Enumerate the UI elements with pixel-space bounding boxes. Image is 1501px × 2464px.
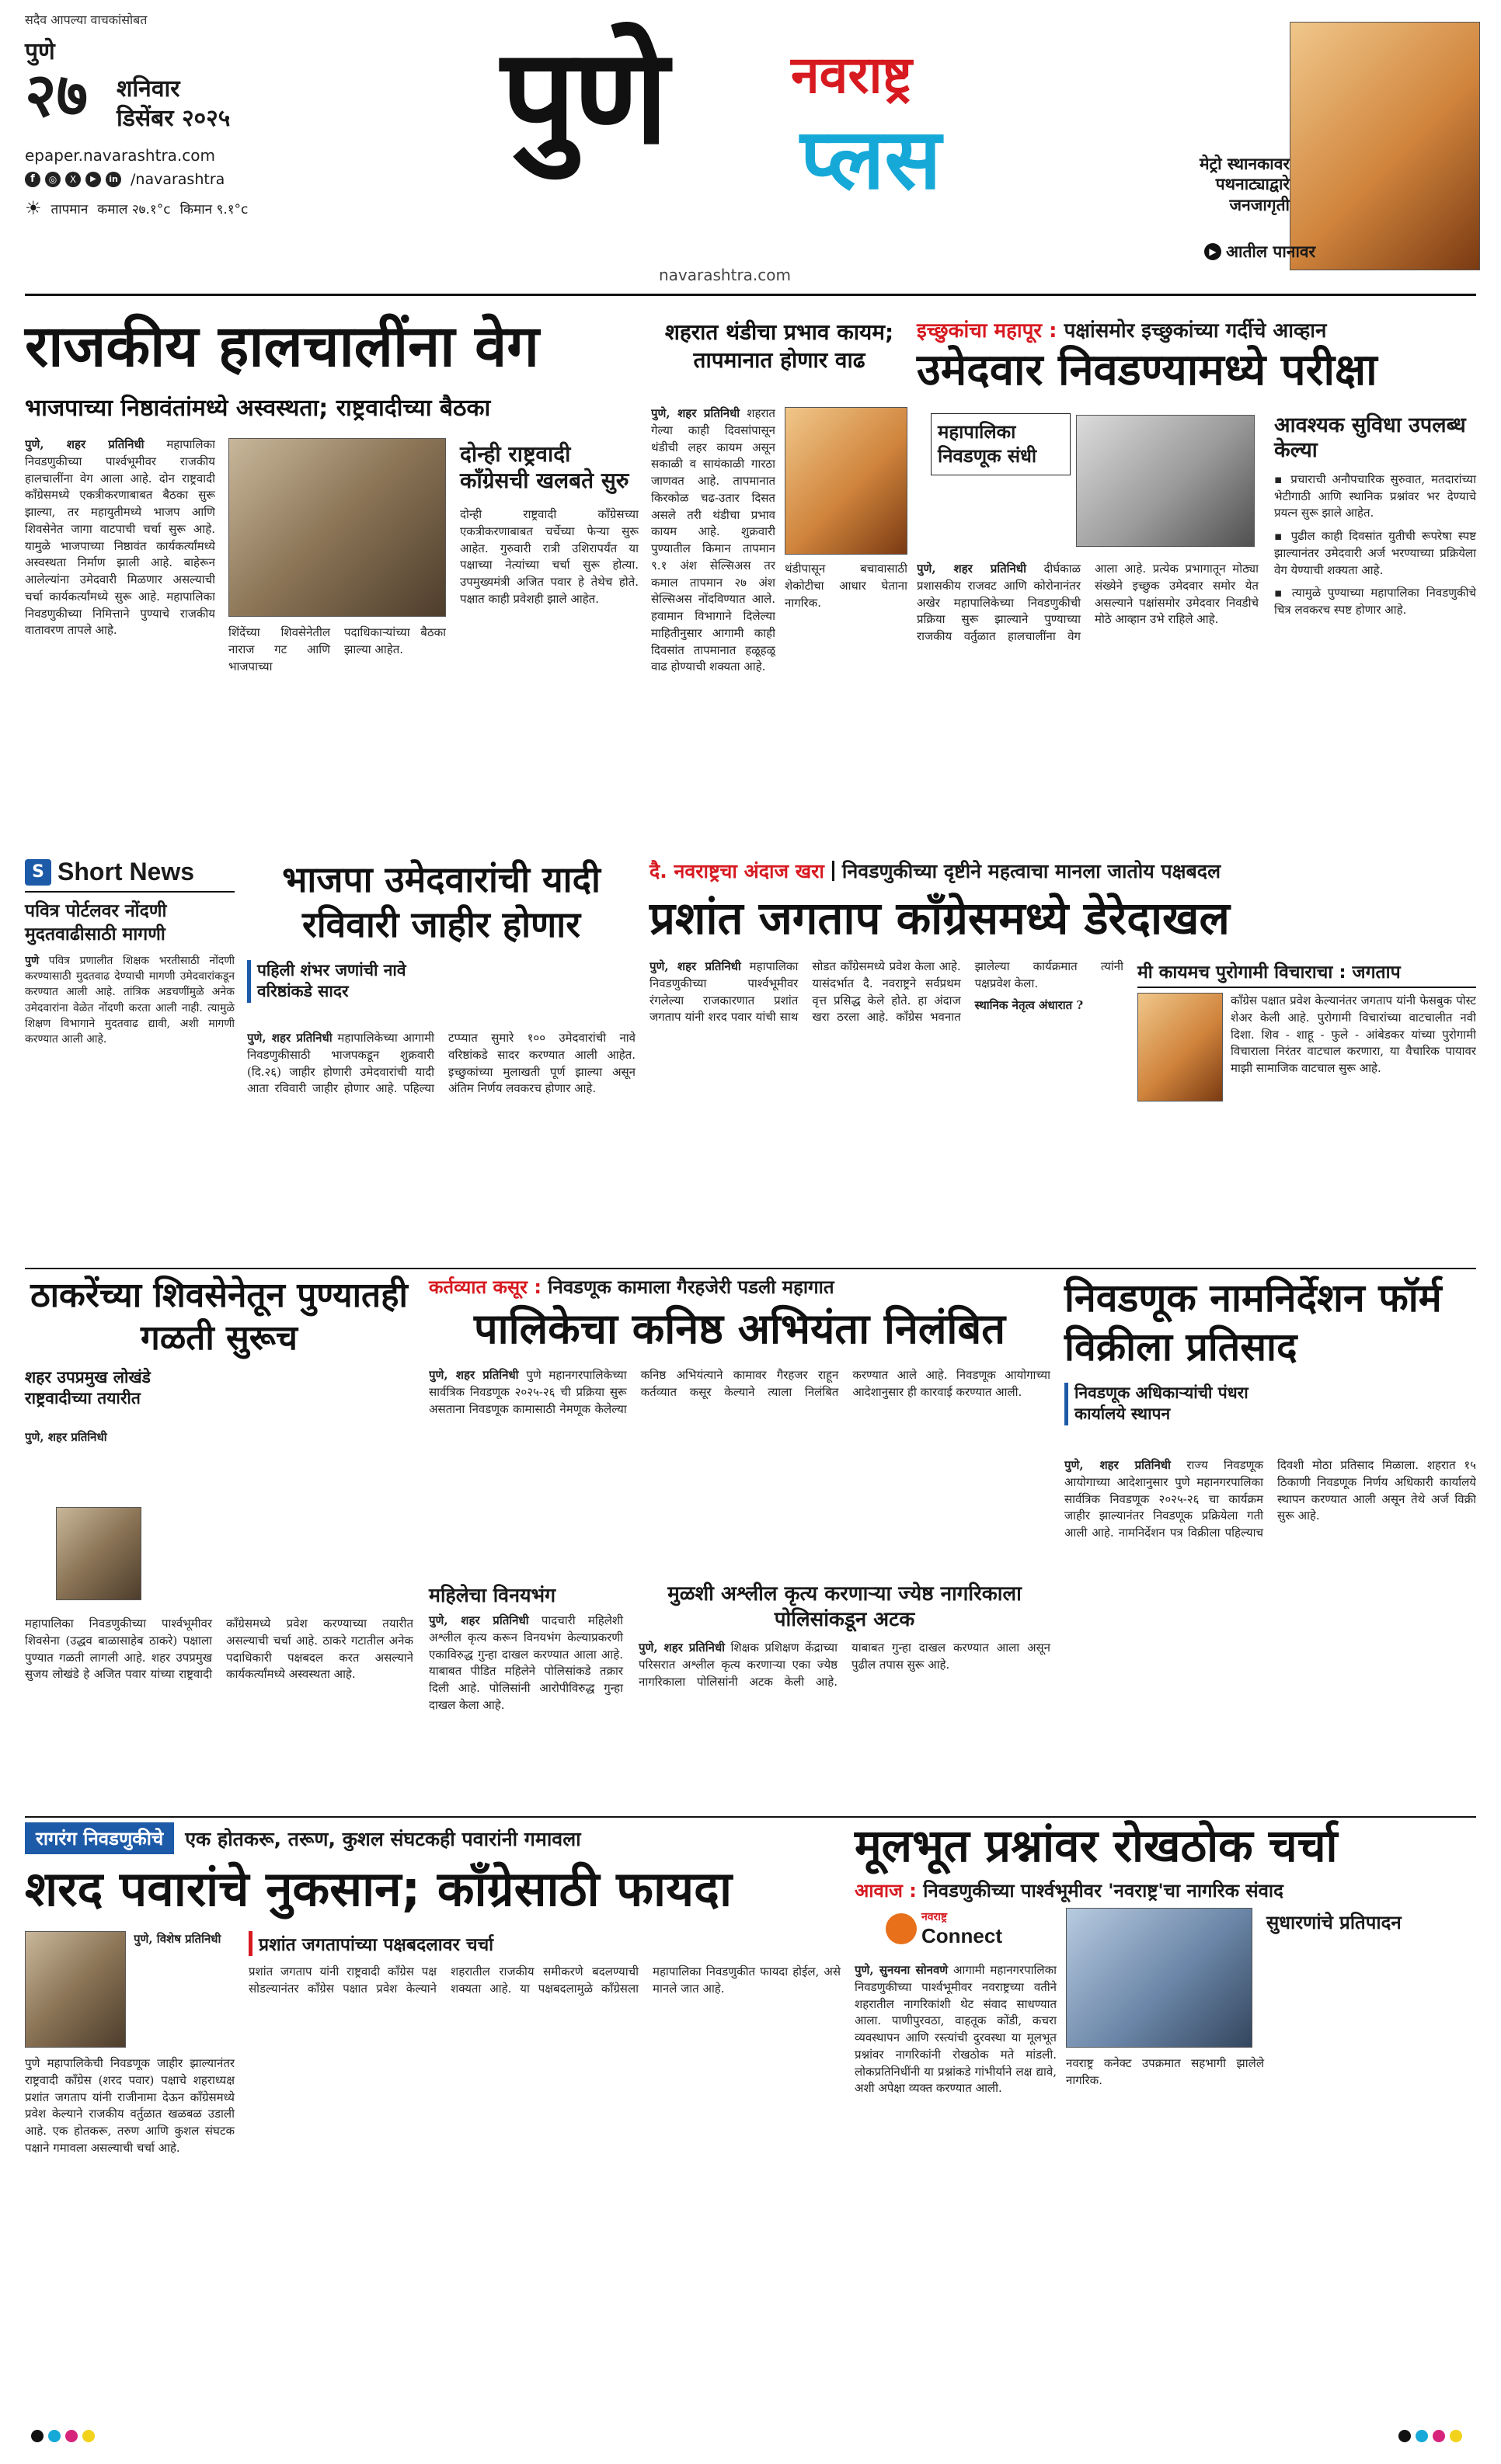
bjp-text: महापालिकेच्या आगामी निवडणुकीसाठी भाजपकडून शुक्रवारी (दि.२६) जाहीर होणारी उमेदवारांची यादी आता रविवारी जाहीर होणार आहे. पहिल्या टप्प्यात सुमारे १०० उमेदवारांची नावे वरिष्ठांकडे सादर करण्यात आली आहेत. इच्छुकांच्या मुलाखती पूर्ण झाल्या असून अंतिम निर्णय लवकरच होणार आहे. <box>247 1031 636 1096</box>
reg-dot-magenta <box>65 2430 78 2442</box>
short-news <box>25 858 235 1262</box>
short-news-text: पवित्र प्रणालीत शिक्षक भरतीसाठी नोंदणी करण्यासाठी मुदतवाढ देण्याची मागणी उमेदवारांकडून करण्यात आली आहे. तांत्रिक अडचणींमुळे अनेक उमेदवारांना वेळेत नोंदणी करता आली नाही. त्यामुळे शिक्षण विभागाने मुदतवाढ द्यावी, अशी मागणी करण्यात आली आहे. <box>25 954 235 1046</box>
engineer-sub1 <box>429 1582 623 1807</box>
nameplate-main: पुणे <box>501 20 666 174</box>
short-news-headline: पवित्र पोर्टलवर नोंदणी मुदतवाढीसाठी मागणी <box>25 901 167 945</box>
temp-label: तापमान <box>50 201 89 218</box>
story1-photo-caption <box>228 625 446 834</box>
connect-kicker <box>855 1878 1476 1903</box>
youtube-icon[interactable]: ▶ <box>85 172 101 187</box>
weather-text: शहरात गेल्या काही दिवसांपासून थंडीची लहर कायम असून सकाळी व सायंकाळी गारठा जाणवत आहे. तापमानात किरकोळ चढ-उतार दिसत असले तरी थंडीचा प्रभाव कायम आहे. शुक्रवारी पुण्यातील किमान तापमान ९.१ अंश सेल्सिअस तर कमाल तापमान २७ अंश सेल्सिअस नोंदविण्यात आले. हवामान विभागाने दिलेल्या माहितीनुसार आगामी काही दिवसांत तापमानात हळूहळू वाढ होण्याची शक्यता आहे. <box>651 406 775 674</box>
jagtap-quote-text: काँग्रेस पक्षात प्रवेश केल्यानंतर जगताप यांनी फेसबुक पोस्ट शेअर केली आहे. पुरोगामी विचारांच्या वाटचालीत नवी दिशा. शिव - शाहू - फुले - आंबेडकर यांच्या पुरोगामी विचाराला निरंतर वाटचाल करणारा, या वैचारिक पायावर माझी सामाजिक वाटचाल सुरू आहे. <box>1231 994 1476 1075</box>
engineer-sub2-dateline: पुणे, शहर प्रतिनिधी <box>639 1641 726 1655</box>
reg-dot-black-2 <box>1398 2430 1411 2442</box>
weather-strip <box>25 197 248 219</box>
jagtap-kicker <box>650 858 1476 884</box>
thackeray-dateline: पुणे, शहर प्रतिनिधी <box>25 1430 107 1444</box>
connect-logo <box>886 1909 1002 1948</box>
pawar-inset-body <box>249 1964 841 2399</box>
aspirants-cartoon <box>1076 415 1255 547</box>
connect-logo-brand: नवराष्ट्र <box>921 1911 948 1923</box>
reg-dot-black <box>31 2430 44 2442</box>
nomination-dateline: पुणे, शहर प्रतिनिधी <box>1064 1458 1171 1472</box>
promo-photo <box>1290 22 1480 270</box>
aspirants-kicker-rest: पक्षांसमोर इच्छुकांच्या गर्दीचे आव्हान <box>1064 319 1327 343</box>
thackeray-body <box>25 1616 413 1802</box>
weather-dateline: पुणे, शहर प्रतिनिधी <box>651 406 740 420</box>
nomination-text: राज्य निवडणूक आयोगाच्या आदेशानुसार पुणे महानगरपालिका सार्वत्रिक निवडणूक २०२५-२६ चा कार्यक्रम जाहीर झाल्यानंतर निवडणूक प्रक्रियेला गती आली आहे. नामनिर्देशन पत्र विक्रीला पहिल्याच दिवशी मोठा प्रतिसाद मिळाला. शहरात १५ ठिकाणी निवडणूक निर्णय अधिकारी कार्यालये स्थापन करण्यात आली असून तेथे अर्ज विक्री सुरू आहे. <box>1064 1458 1476 1540</box>
masthead-rule <box>25 294 1476 296</box>
story-bjp-list <box>247 858 636 1262</box>
bjp-body <box>247 1030 636 1255</box>
connect-kicker-red: आवाज : <box>855 1879 917 1902</box>
pawar-inset <box>249 1931 841 2405</box>
pawar-headline: शरद पवारांचे नुकसान; काँग्रेसाठी फायदा <box>25 1860 733 1917</box>
story-weather <box>651 305 907 848</box>
connect-caption-text: नवराष्ट्र कनेक्ट उपक्रमात सहभागी झालेले नागरिक. <box>1066 2056 1264 2087</box>
bjp-subbox <box>247 960 434 1003</box>
month-year: डिसेंबर २०२५ <box>117 105 231 132</box>
aspirants-text: दीर्घकाळ प्रशासकीय राजवट आणि कोरोनानंतर अखेर महापालिकेच्या निवडणुकीची प्रक्रिया सुरू झाल्याने पुण्याच्या राजकीय वर्तुळात हालचालींना वेग आला आहे. प्रत्येक प्रभागातून मोठ्या संख्येने इच्छुक उमेदवार समोर येत असल्याने पक्षांसमोर उमेदवार निवडीचे मोठे आव्हान उभे राहिले आहे. <box>917 562 1259 643</box>
engineer-sub2 <box>639 1582 1050 1807</box>
engineer-kicker-rest: निवडणूक कामाला गैरहजेरी पडली महागात <box>548 1276 834 1298</box>
weather-caption-text: थंडीपासून बचावासाठी शेकोटीचा आधार घेताना नागरिक. <box>785 562 907 610</box>
connect-body <box>855 1962 1057 2405</box>
short-news-title-row <box>25 858 235 893</box>
aspirants-point-2: ▪ पुढील काही दिवसांत युतीची रूपरेषा स्पष्ट झाल्यानंतर उमेदवारी अर्ज भरण्याच्या प्रक्रियेला वेग येण्याची शक्यता आहे. <box>1274 529 1476 577</box>
aspirants-kicker <box>917 315 1326 343</box>
divider-row3 <box>25 1816 1476 1818</box>
bjp-subbox-text: पहिली शंभर जणांची नावे वरिष्ठांकडे सादर <box>257 961 406 1001</box>
engineer-sub1-text: पादचारी महिलेशी अश्लील कृत्य करून विनयभंग केल्याप्रकरणी एकाविरुद्ध गुन्हा दाखल करण्यात आला आहे. याबाबत पीडित महिलेने पोलिसांकडे तक्रार दिली आहे. पोलिसांनी आरोपीविरुद्ध गुन्हा दाखल केला आहे. <box>429 1613 623 1712</box>
connect-photo <box>1066 1908 1252 2048</box>
weather-body <box>651 405 775 840</box>
aspirants-point-1-text: प्रचाराची अनौपचारिक सुरुवात, मतदारांच्या भेटीगाठी आणि स्थानिक प्रश्नांवर भर देण्याचे प्रयत्न सुरू झाले आहेत. <box>1274 472 1476 520</box>
story1-dateline: पुणे, शहर प्रतिनिधी <box>25 437 145 451</box>
nameplate-brand: नवराष्ट्र <box>791 45 912 105</box>
short-news-body <box>25 953 235 1248</box>
engineer-kicker <box>429 1274 1050 1300</box>
story1-photo <box>228 438 446 617</box>
pawar-inset-text: प्रशांत जगताप यांनी राष्ट्रवादी काँग्रेस पक्ष सोडल्यानंतर काँग्रेस पक्षात प्रवेश केल्याने शहरातील राजकीय समीकरणे बदलण्याची शक्यता आहे. या पक्षबदलामुळे काँग्रेसला महापालिका निवडणुकीत फायदा होईल, असे मानले जात आहे. <box>249 1965 841 1996</box>
engineer-dateline: पुणे, शहर प्रतिनिधी <box>429 1368 519 1382</box>
aspirants-body <box>917 561 1259 833</box>
story1-side-body <box>460 506 639 833</box>
engineer-sub1-dateline: पुणे, शहर प्रतिनिधी <box>429 1613 529 1627</box>
aspirants-kicker-red: इच्छुकांचा महापूर : <box>917 319 1057 343</box>
promo-box[interactable] <box>1173 22 1480 270</box>
weather-photo <box>785 407 907 555</box>
story1-side-text: दोन्ही राष्ट्रवादी काँग्रेसच्या एकत्रीकरणाबाबत चर्चेच्या फेऱ्या सुरू आहेत. गुरुवारी रात्री उशिरापर्यंत या पक्षाच्या नेत्यांच्या चर्चा सुरू होत्या. उपमुख्यमंत्री अजित पवार हे तेथेच होते. पक्षात काही प्रवेशही झाले आहेत. <box>460 507 639 606</box>
short-news-title: Short News <box>57 858 195 886</box>
story1-side-head: दोन्ही राष्ट्रवादी काँग्रेसची खलबते सुरु <box>460 441 629 493</box>
reg-dot-yellow-2 <box>1450 2430 1462 2442</box>
jagtap-inset-head: स्थानिक नेतृत्व अंधारात ? <box>974 997 1084 1012</box>
website[interactable]: navarashtra.com <box>659 266 791 284</box>
tagline: सदैव आपल्या वाचकांसोबत <box>25 12 148 27</box>
epaper-link[interactable]: epaper.navarashtra.com <box>25 146 215 165</box>
date-day: २७ <box>25 61 89 131</box>
aspirants-point-3-text: त्यामुळे पुण्याच्या महापालिका निवडणुकीचे चित्र लवकरच स्पष्ट होणार आहे. <box>1274 586 1476 618</box>
aspirants-box-head: आवश्यक सुविधा उपलब्ध केल्या <box>1274 413 1466 463</box>
engineer-text: पुणे महानगरपालिकेच्या सार्वत्रिक निवडणूक २०२५-२६ ची प्रक्रिया सुरू असताना निवडणूक कामासाठी नेमणूक केलेल्या कनिष्ठ अभियंत्याने कामावर गैरहजर राहून कर्तव्यात कसूर केल्याने त्याला निलंबित करण्यात आले आहे. निवडणूक आयोगाच्या आदेशानुसार ही कारवाई करण्यात आली. <box>429 1368 1050 1416</box>
divider-row2 <box>25 1268 1476 1269</box>
social-handle[interactable]: /navarashtra <box>131 171 225 188</box>
jagtap-dateline: पुणे, शहर प्रतिनिधी <box>650 959 741 973</box>
jagtap-body <box>650 959 1123 1254</box>
weekday: शनिवार <box>117 75 180 103</box>
story1-subheadline: भाजपाच्या निष्ठावंतांमध्ये अस्वस्थता; राष्ट्रवादीच्या बैठका <box>25 395 491 422</box>
reg-dot-magenta-2 <box>1433 2430 1445 2442</box>
engineer-sub2-body <box>639 1640 1050 1690</box>
nomination-body <box>1064 1457 1476 1802</box>
weather-headline: शहरात थंडीचा प्रभाव कायम; तापमानात होणार वाढ <box>664 319 894 374</box>
nomination-label-text: निवडणूक अधिकाऱ्यांची पंधरा कार्यालये स्थापन <box>1074 1383 1249 1424</box>
aspirants-point-1: ▪ प्रचाराची अनौपचारिक सुरुवात, मतदारांच्या भेटीगाठी आणि स्थानिक प्रश्नांवर भर देण्याचे प्रयत्न सुरू झाले आहेत. <box>1274 472 1476 520</box>
jagtap-photo <box>1137 993 1223 1101</box>
short-news-dateline: पुणे <box>25 954 40 967</box>
connect-dateline: पुणे, सुनयना सोनवणे <box>855 1963 949 1977</box>
nomination-headline: निवडणूक नामनिर्देशन फॉर्म विक्रीला प्रतिसाद <box>1064 1276 1442 1369</box>
story-connect <box>855 1819 1476 2413</box>
story1-caption-text: शिंदेंच्या शिवसेनेतील नाराज गट आणि भाजपाच्या पदाधिकाऱ्यांच्या बैठका झाल्या आहेत. <box>228 625 446 673</box>
aspirants-label-text: महापालिका निवडणूक संधी <box>938 421 1037 468</box>
story-thackeray <box>25 1274 413 1810</box>
aspirants-headline: उमेदवार निवडण्यामध्ये परीक्षा <box>917 345 1377 395</box>
aspirants-point-3: ▪ त्यामुळे पुण्याच्या महापालिका निवडणुकीचे चित्र लवकरच स्पष्ट होणार आहे. <box>1274 586 1476 618</box>
story-aspirants <box>917 305 1476 848</box>
story-nomination <box>1064 1274 1476 1810</box>
jagtap-quote-box <box>1137 959 1476 1254</box>
thackeray-subhead: शहर उपप्रमुख लोखंडे राष्ट्रवादीच्या तयारीत <box>25 1368 151 1408</box>
thackeray-headline: ठाकरेंच्या शिवसेनेतून पुण्यातही गळती सुरूच <box>30 1276 408 1358</box>
thackeray-text: महापालिका निवडणुकीच्या पार्श्वभूमीवर शिवसेना (उद्धव बाळासाहेब ठाकरे) पक्षाला पुण्यात गळती लागली आहे. शहर उपप्रमुख सुजय लोखंडे हे अजित पवार यांच्या राष्ट्रवादी काँग्रेसमध्ये प्रवेश करण्याच्या तयारीत असल्याची चर्चा आहे. ठाकरे गटातील अनेक पदाधिकारी पक्षबदल करत असल्याने कार्यकर्त्यांमध्ये अस्वस्थता आहे. <box>25 1617 413 1682</box>
registration-marks-right <box>1398 2430 1462 2442</box>
promo-more-label: आतील पानावर <box>1226 242 1316 261</box>
connect-text: आगामी महानगरपालिका निवडणुकीच्या पार्श्वभूमीवर नवराष्ट्रच्या वतीने शहरातील नागरिकांशी थेट संवाद साधण्यात आला. पाणीपुरवठा, वाहतूक कोंडी, कचरा व्यवस्थापन आणि रस्त्यांची दुरवस्था या मूलभूत प्रश्नांवर नागरिकांनी रोखठोक मते मांडली. लोकप्रतिनिधींनी या प्रश्नांकडे गांभीर्याने लक्ष द्यावे, अशी अपेक्षा व्यक्त करण्यात आली. <box>855 1963 1057 2096</box>
masthead <box>0 0 1501 303</box>
jagtap-kicker-brand: दै. नवराष्ट्रचा अंदाज खरा <box>650 860 824 882</box>
engineer-sub1-head: महिलेचा विनयभंग <box>429 1584 556 1606</box>
story-jagtap <box>650 858 1476 1262</box>
story1-text: महापालिका निवडणुकीच्या पार्श्वभूमीवर राजकीय हालचालींना वेग आला आहे. दोन राष्ट्रवादी काँग्रेसमध्ये एकत्रीकरणाबाबत बैठका सुरू झाल्या, तर महायुतीमध्ये भाजप आणि शिवसेनेत जागा वाटपाची चर्चा सुरू आहे. यामुळे भाजपाच्या निष्ठावंत कार्यकर्त्यांमध्ये अस्वस्थता निर्माण झाली आहे. बाहेरून आलेल्यांना उमेदवारी मिळणार असल्याची चर्चा कार्यकर्त्यांमध्ये सुरू आहे. महापालिका निवडणुकीच्या निमित्ताने पुण्याचे राजकीय वातावरण तापले आहे. <box>25 437 215 638</box>
nomination-label <box>1064 1383 1259 1425</box>
arrow-right-icon: ▶ <box>1204 243 1221 260</box>
connect-logo-icon <box>886 1913 917 1944</box>
pawar-inset-head: प्रशांत जगतापांच्या पक्षबदलावर चर्चा <box>249 1931 841 1956</box>
social-icons <box>25 171 225 188</box>
engineer-sub2-text: शिक्षक प्रशिक्षण केंद्राच्या परिसरात अश्लील कृत्य करणाऱ्या एका ज्येष्ठ नागरिकाला पोलिसांनी अटक केली आहे. याबाबत गुन्हा दाखल करण्यात आला असून पुढील तपास सुरू आहे. <box>639 1641 1050 1689</box>
reg-dot-cyan-2 <box>1416 2430 1428 2442</box>
pawar-text: पुणे महापालिकेची निवडणूक जाहीर झाल्यानंतर राष्ट्रवादी काँग्रेस (शरद पवार) पक्षाचे शहराध्यक्ष प्रशांत जगताप यांनी राजीनामा देऊन काँग्रेसमध्ये प्रवेश केल्याने राजकीय वर्तुळात खळबळ उडाली आहे. एक होतकरू, तरुण आणि कुशल संघटक पक्षाने गमावला असल्याची चर्चा आहे. <box>25 2056 235 2155</box>
connect-headline: मूलभूत प्रश्नांवर रोखठोक चर्चा <box>855 1819 1338 1872</box>
pawar-kicker: एक होतकरू, तरूण, कुशल संघटकही पवारांनी गमावला <box>185 1827 581 1850</box>
pawar-kicker-row <box>25 1822 841 1854</box>
connect-side-head: सुधारणांचे प्रतिपादन <box>1266 1912 1402 1933</box>
registration-marks-left <box>31 2430 95 2442</box>
story1-headline: राजकीय हालचालींना वेग <box>25 313 539 380</box>
connect-kicker-rest: निवडणुकीच्या पार्श्वभूमीवर 'नवराष्ट्र'चा नागरिक संवाद <box>923 1879 1283 1902</box>
story-pawar <box>25 1822 841 2413</box>
story-political-moves <box>25 305 639 848</box>
engineer-sub2-head: मुळशी अश्लील कृत्य करणाऱ्या ज्येष्ठ नागरिकाला पोलिसांकडून अटक <box>667 1582 1022 1631</box>
separator-bar <box>832 861 834 881</box>
promo-more <box>1204 241 1315 263</box>
jagtap-quote-head: मी कायमच पुरोगामी विचाराचा : जगताप <box>1137 959 1476 988</box>
promo-text: मेट्रो स्थानकावर पथनाट्याद्वारे जनजागृती <box>1200 155 1290 214</box>
bjp-dateline: पुणे, शहर प्रतिनिधी <box>247 1031 333 1045</box>
reg-dot-yellow <box>82 2430 95 2442</box>
pawar-photo <box>25 1931 126 2048</box>
temp-max: कमाल २७.१°c <box>97 201 171 218</box>
edition-label: पुणे <box>25 38 55 65</box>
jagtap-text: महापालिका निवडणुकीच्या पार्श्वभूमीवर रंगलेल्या राजकारणात प्रशांत जगताप यांनी शरद पवार यांची साथ सोडत काँग्रेसमध्ये प्रवेश केला आहे. यासंदर्भात दै. नवराष्ट्रने सर्वप्रथम वृत्त प्रसिद्ध केले होते. हा अंदाज खरा ठरला आहे. काँग्रेस भवनात झालेल्या कार्यक्रमात त्यांनी पक्षप्रवेश केला. <box>650 959 1123 1025</box>
facebook-icon[interactable]: f <box>25 172 40 187</box>
instagram-icon[interactable]: ◎ <box>45 172 61 187</box>
aspirants-dateline: पुणे, शहर प्रतिनिधी <box>917 562 1026 576</box>
connect-logo-word: Connect <box>921 1924 1002 1947</box>
story1-body <box>25 437 215 833</box>
story-engineer <box>429 1274 1050 1810</box>
pawar-body-main <box>25 2055 235 2405</box>
pawar-dateline: पुणे, विशेष प्रतिनिधी <box>134 1932 221 1946</box>
weather-caption <box>785 561 907 840</box>
sun-cloud-icon: ☀ <box>25 197 42 219</box>
pawar-label: रागरंग निवडणुकीचे <box>25 1822 174 1854</box>
linkedin-icon[interactable]: in <box>106 172 121 187</box>
connect-caption <box>1066 2055 1476 2405</box>
engineer-sub1-body <box>429 1613 623 1714</box>
engineer-body <box>429 1367 1050 1569</box>
jagtap-kicker-rest: निवडणुकीच्या दृष्टीने महत्वाचा मानला जातोय पक्षबदल <box>841 860 1221 882</box>
engineer-headline: पालिकेचा कनिष्ठ अभियंता निलंबित <box>473 1304 1006 1353</box>
jagtap-headline: प्रशांत जगताप काँग्रेसमध्ये डेरेदाखल <box>650 892 1230 945</box>
x-icon[interactable]: X <box>65 172 81 187</box>
aspirants-label <box>931 413 1071 475</box>
engineer-kicker-red: कर्तव्यात कसूर : <box>429 1276 542 1298</box>
aspirants-box <box>1274 413 1476 837</box>
jagtap-quote-body <box>1231 993 1476 1249</box>
reg-dot-cyan <box>48 2430 61 2442</box>
bjp-headline: भाजपा उमेदवारांची यादी रविवारी जाहीर होणार <box>282 858 601 945</box>
news-s-icon: S <box>25 859 51 886</box>
temp-min: किमान ९.१°c <box>179 201 249 218</box>
aspirants-point-2-text: पुढील काही दिवसांत युतीची रूपरेषा स्पष्ट झाल्यानंतर उमेदवारी अर्ज भरण्याच्या प्रक्रियेला वेग येण्याची शक्यता आहे. <box>1274 529 1476 577</box>
nameplate-plus: प्लस <box>800 111 942 208</box>
